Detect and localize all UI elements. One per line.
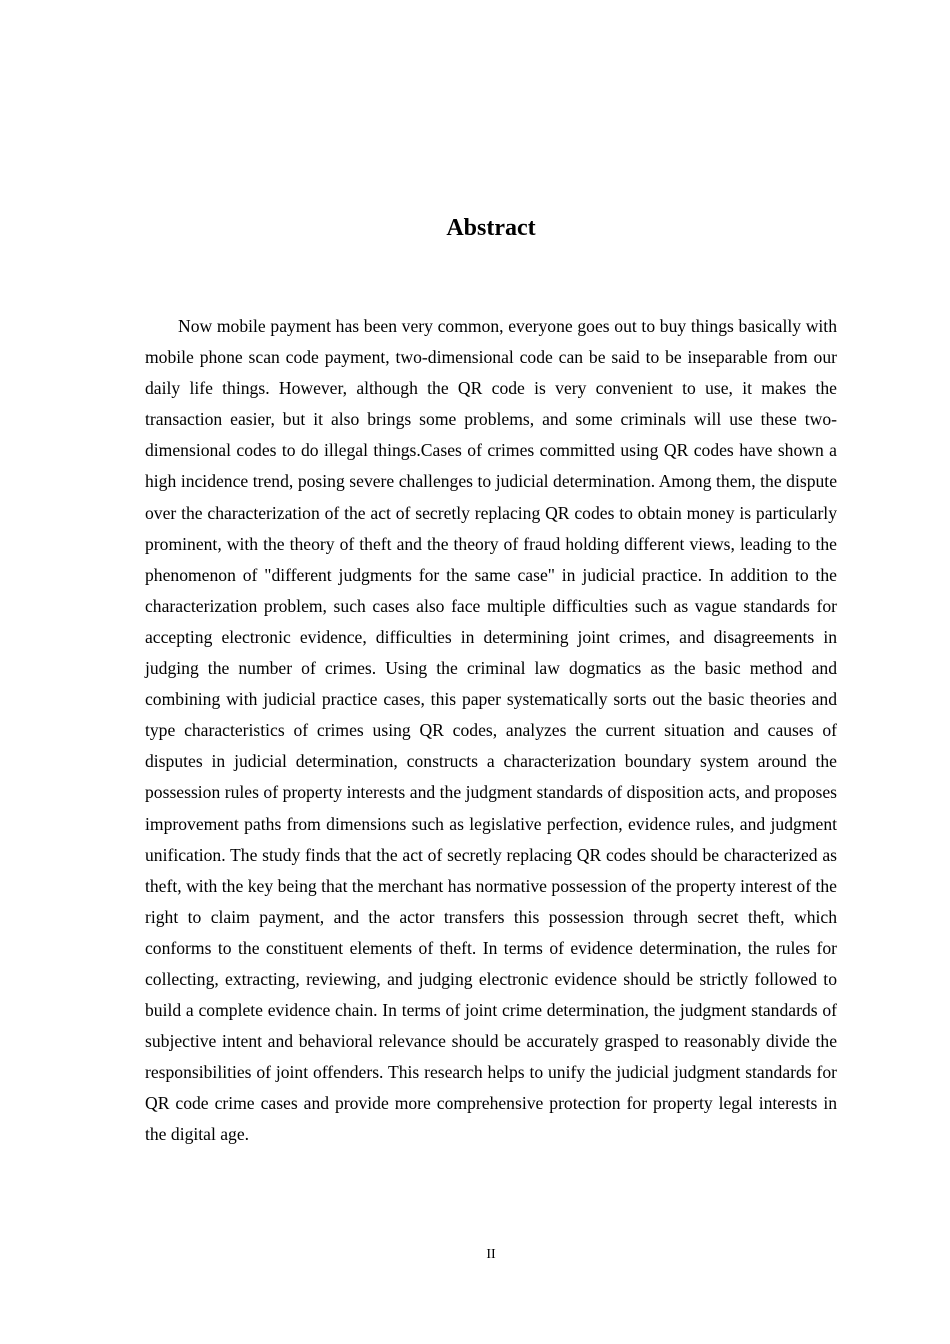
page-title: Abstract (446, 215, 536, 241)
abstract-body: Now mobile payment has been very common, everyone goes out to buy things basically with mobile phone scan code payment, two-dimensional code can be said to be inseparable from our daily life things. However, although the QR code is very convenient to use, it makes the transaction easier, but it also brings some problems, and some criminals will use these two-dimensional codes to do illegal things.Cases of crimes committed using QR codes have shown a high incidence trend, posing severe challenges to judicial determination. Among them, the dispute over the characterization of the act of secretly replacing QR codes to obtain money is particularly prominent, with the theory of theft and the theory of fraud holding different views, leading to the phenomenon of "different judgments for the same case" in judicial practice. In addition to the characterization problem, such cases also face multiple difficulties such as vague standards for accepting electronic evidence, difficulties in determining joint crimes, and disagreements in judging the number of crimes. Using the criminal law dogmatics as the basic method and combining with judicial practice cases, this paper systematically sorts out the basic theories and type characteristics of crimes using QR codes, analyzes the current situation and causes of disputes in judicial determination, constructs a characterization boundary system around the possession rules of property interests and the judgment standards of disposition acts, and proposes improvement paths from dimensions such as legislative perfection, evidence rules, and judgment unification. The study finds that the act of secretly replacing QR codes should be characterized as theft, with the key being that the merchant has normative possession of the property interest of the right to claim payment, and the actor transfers this possession through secret theft, which conforms to the constituent elements of theft. In terms of evidence determination, the rules for collecting, extracting, reviewing, and judging electronic evidence should be strictly followed to build a complete evidence chain. In terms of joint crime determination, the judgment standards of subjective intent and behavioral relevance should be accurately grasped to reasonably divide the responsibilities of joint offenders. This research helps to unify the judicial judgment standards for QR code crime cases and provide more comprehensive protection for property legal interests in the digital age. (145, 316, 837, 1145)
page-number: II (486, 1247, 496, 1262)
